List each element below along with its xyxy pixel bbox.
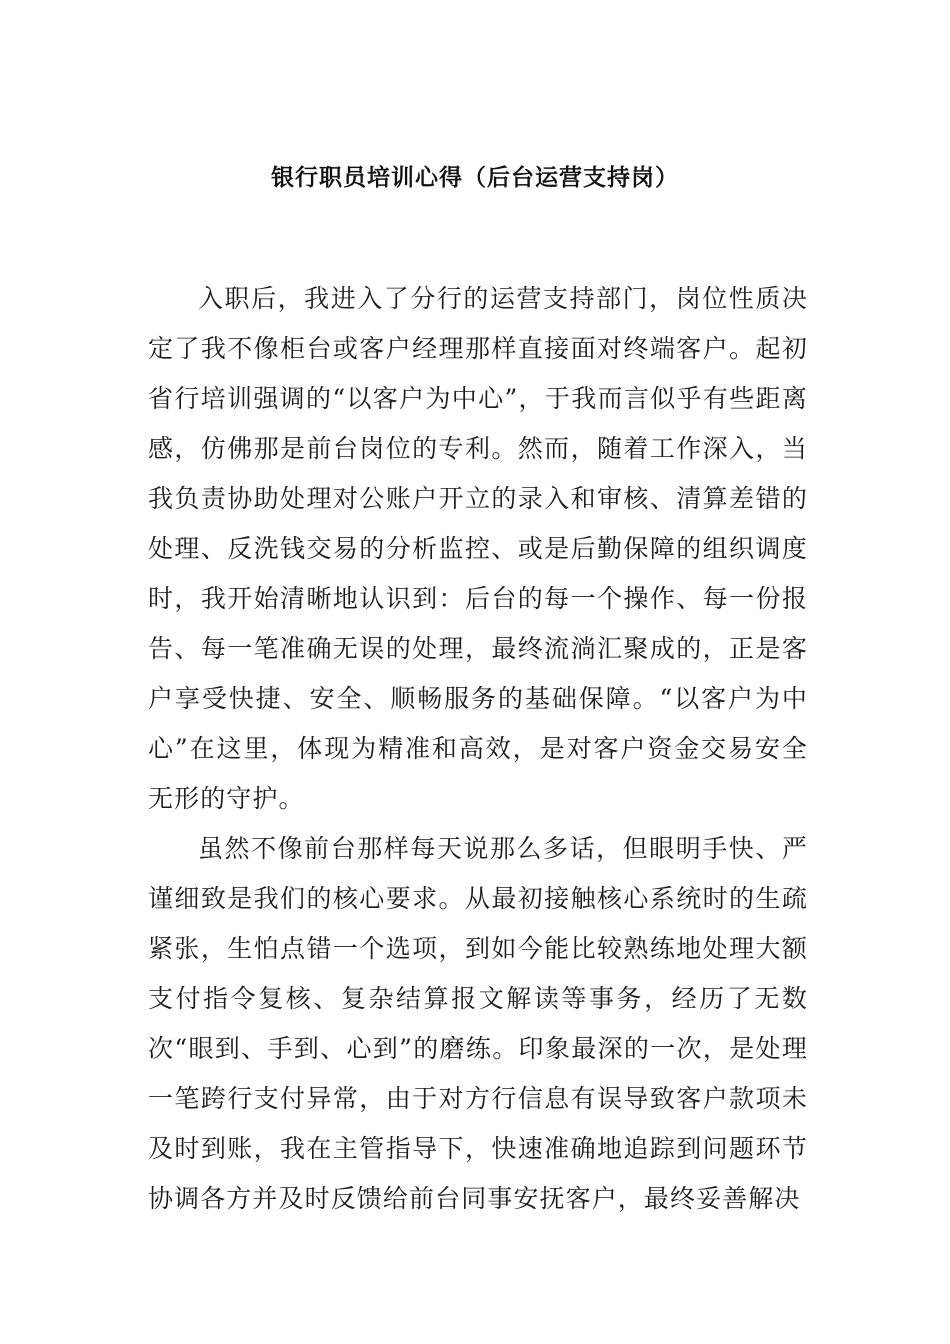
paragraph-2: 虽然不像前台那样每天说那么多话，但眼明手快、严谨细致是我们的核心要求。从最初接触核心系统时的生疏紧张，生怕点错一个选项，到如今能比较熟练地处理大额支付指令复核、复杂结算报文解读等事务，经历了无数次“眼到、手到、心到”的磨练。印象最深的一次，是处理一笔跨行支付异常，由于对方行信息有误导致客户款项未及时到账，我在主管指导下，快速准确地追踪到问题环节协调各方并及时反馈给前台同事安抚客户，最终妥善解决	[148, 834, 808, 1213]
document-title: 银行职员培训心得（后台运营支持岗）	[271, 165, 679, 191]
paragraph-1: 入职后，我进入了分行的运营支持部门，岗位性质决定了我不像柜台或客户经理那样直接面对终端客户。起初省行培训强调的“以客户为中心”，于我而言似乎有些距离感，仿佛那是前台岗位的专利。然而，随着工作深入，当我负责协助处理对公账户开立的录入和审核、清算差错的处理、反洗钱交易的分析监控、或是后勤保障的组织调度时，我开始清晰地认识到：后台的每一个操作、每一份报告、每一笔准确无误的处理，最终流淌汇聚成的，正是客户享受快捷、安全、顺畅服务的基础保障。“以客户为中心”在这里，体现为精准和高效，是对客户资金交易安全无形的守护。	[148, 284, 808, 813]
document-body	[148, 274, 808, 1224]
